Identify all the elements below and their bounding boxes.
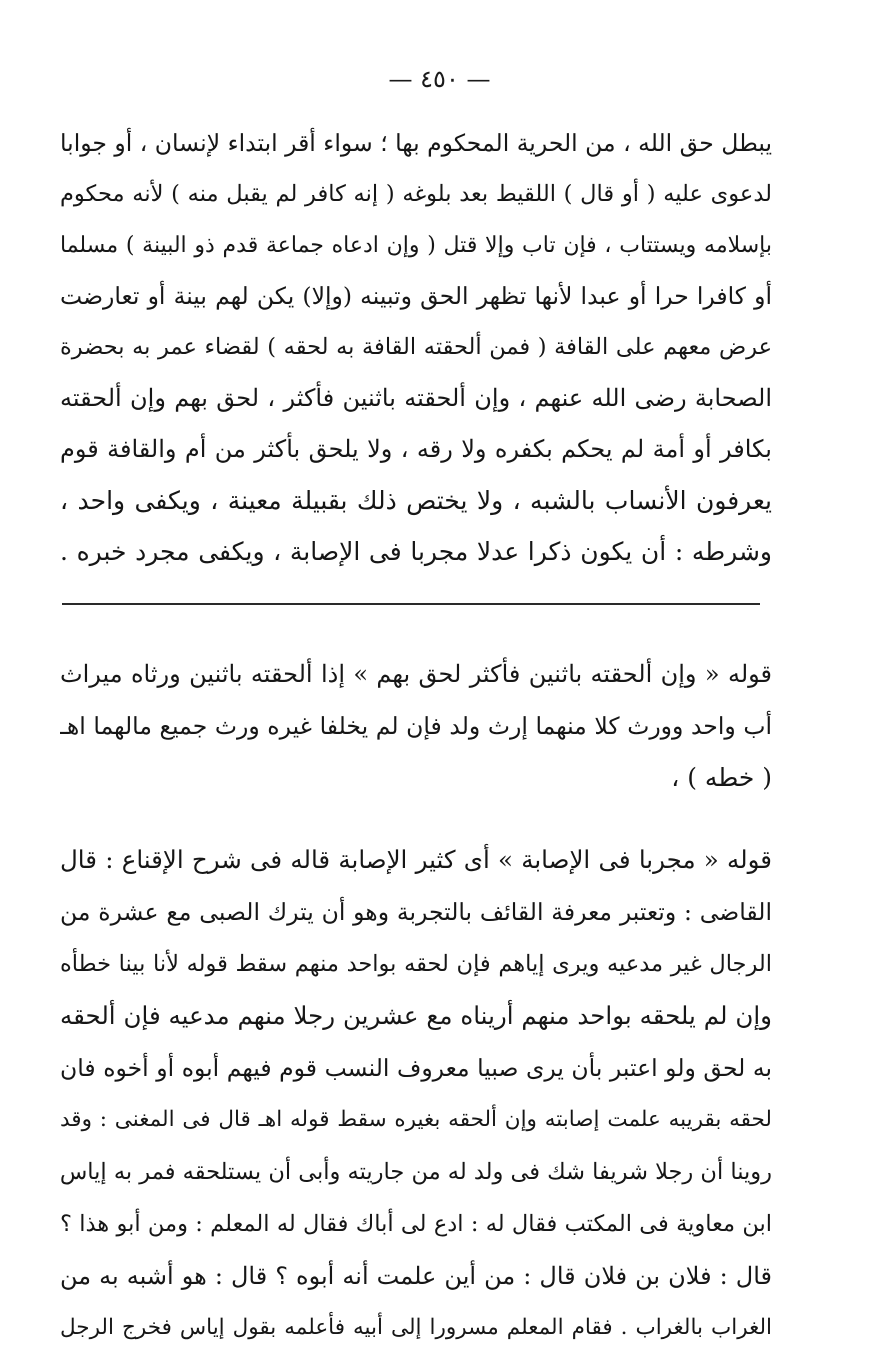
footnote bbox=[60, 648, 772, 804]
footnote-line: الغراب بالغراب . فقام المعلم مسرورا إلى أبيه فأعلمه بقول إياس فخرج الرجل bbox=[60, 1315, 772, 1340]
footnote-line: روينا أن رجلا شريفا شك فى ولد له من جاريته وأبى أن يستلحقه فمر به إياس bbox=[60, 1159, 772, 1185]
main-text-line: عرض معهم على القافة ( فمن ألحقته القافة به لحقه ) لقضاء عمر به بحضرة bbox=[60, 334, 772, 360]
footnote-line: القاضى : وتعتبر معرفة القائف بالتجربة وهو أن يترك الصبى مع عشرة من bbox=[60, 898, 772, 926]
main-text-line: يعرفون الأنساب بالشبه ، ولا يختص ذلك بقبيلة معينة ، ويكفى واحد ، bbox=[60, 486, 772, 515]
footnote-line: لحقه بقريبه علمت إصابته وإن ألحقه بغيره سقط قوله اهـ قال فى المغنى : وقد bbox=[60, 1107, 772, 1132]
footnote-line: قوله « وإن ألحقته باثنين فأكثر لحق بهم » إذا ألحقته باثنين ورثاه ميراث bbox=[60, 660, 772, 688]
main-text-line: بإسلامه ويستتاب ، فإن تاب وإلا قتل ( وإن ادعاه جماعة قدم ذو البينة ) مسلما bbox=[60, 233, 772, 258]
main-text-line: لدعوى عليه ( أو قال ) اللقيط بعد بلوغه ( إنه كافر لم يقبل منه ) لأنه محكوم bbox=[60, 181, 772, 207]
footnote-line: وإن لم يلحقه بواحد منهم أريناه مع عشرين رجلا منهم مدعيه فإن ألحقه bbox=[60, 1001, 772, 1030]
page-number: — ٤٥٠ — bbox=[388, 65, 491, 93]
footnote-divider bbox=[62, 603, 760, 605]
footnote-line: قال : فلان بن فلان قال : من أين علمت أنه أبوه ؟ قال : هو أشبه به من bbox=[60, 1262, 772, 1290]
footnote-line: قوله « مجربا فى الإصابة » أى كثير الإصابة قاله فى شرح الإقناع : قال bbox=[60, 845, 772, 874]
footnote-line: أب واحد وورث كلا منهما إرث ولد فإن لم يخلفا غيره ورث جميع مالهما اهـ bbox=[60, 712, 772, 740]
main-text-line: الصحابة رضى الله عنهم ، وإن ألحقته باثنين فأكثر ، لحق بهم وإن ألحقته bbox=[60, 384, 772, 412]
footnote-line: ( خطه ) ، bbox=[671, 763, 772, 792]
main-text-line: أو كافرا حرا أو عبدا لأنها تظهر الحق وتبينه (وإلا) يكن لهم بينة أو تعارضت bbox=[60, 282, 772, 310]
footnote-line: به لحق ولو اعتبر بأن يرى صبيا معروف النسب قوم فيهم أبوه أو أخوه فان bbox=[60, 1054, 772, 1082]
main-text-line: بكافر أو أمة لم يحكم بكفره ولا رقه ، ولا يلحق بأكثر من أم والقافة قوم bbox=[60, 435, 772, 463]
footnote bbox=[60, 834, 772, 1354]
footnotes bbox=[60, 648, 772, 1354]
main-text-line: وشرطه : أن يكون ذكرا عدلا مجربا فى الإصابة ، ويكفى مجرد خبره . bbox=[60, 537, 772, 566]
main-text bbox=[60, 118, 772, 577]
footnote-line: ابن معاوية فى المكتب فقال له : ادع لى أباك فقال له المعلم : ومن أبو هذا ؟ bbox=[60, 1211, 772, 1237]
footnote-spacer bbox=[60, 804, 772, 834]
main-text-line: يبطل حق الله ، من الحرية المحكوم بها ؛ سواء أقر ابتداء لإنسان ، أو جوابا bbox=[60, 129, 772, 157]
footnote-line: الرجال غير مدعيه ويرى إياهم فإن لحقه بواحد منهم سقط قوله لأنا بينا خطأه bbox=[60, 951, 772, 977]
